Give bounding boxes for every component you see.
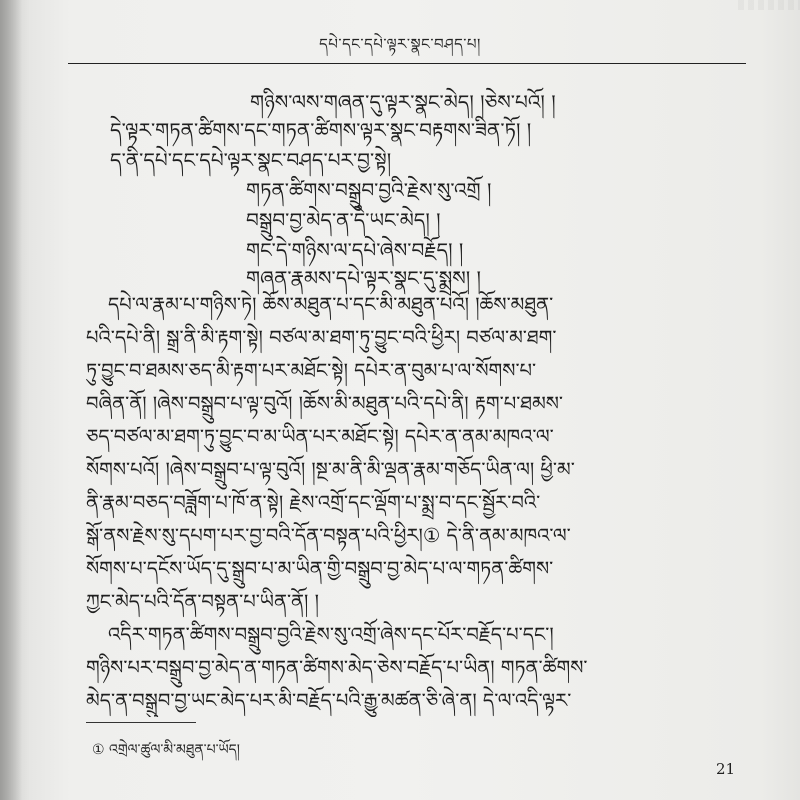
paragraph-line: འདིར་གཏན་ཚིགས་བསྒྲུབ་བྱའི་རྗེས་སུ་འགྲོ་ཞེས་དང་པོར་བརྗོད་པ་དང་། [108,623,554,646]
verse-line-1: གཉིས་ལས་གཞན་དུ་ལྟར་སྣང་མེད། །ཅེས་པའོ། ། [250,90,556,114]
paragraph-line: སྒོ་ནས་རྗེས་སུ་དཔག་པར་བྱ་བའི་དོན་བསྟན་པའི་ཕྱིར།① དེ་ནི་ནམ་མཁའ་ལ་ [86,524,571,547]
paragraph-line: ཀྱང་མེད་པའི་དོན་བསྟན་པ་ཡིན་ནོ། ། [86,590,319,613]
verse-line-5: བསྒྲུབ་བྱ་མེད་ན་དེ་ཡང་མེད། ། [246,208,441,232]
facing-page-bleed [738,0,800,10]
binding-shadow [0,0,22,800]
paragraph-line: ཏུ་བྱུང་བ་ཐམས་ཅད་མི་རྟག་པར་མཐོང་སྟེ། དཔེར་ན་བུམ་པ་ལ་སོགས་པ་ [86,359,537,382]
body-paragraph-2 [86,618,748,717]
paragraph-line: སོགས་པ་དངོས་ཡོད་དུ་སྒྲུབ་པ་མ་ཡིན་གྱི་བསྒྲུབ་བྱ་མེད་པ་ལ་གཏན་ཚིགས་ [86,557,554,580]
footnote: ① འགྲེལ་ཚུལ་མི་མཐུན་པ་ཡོད། [92,742,240,758]
header-rule [68,63,746,64]
verse-line-6: གང་དེ་གཉིས་ལ་དཔེ་ཞེས་བརྗོད། ། [246,238,464,262]
verse-line-7: གཞན་རྣམས་དཔེ་ལྟར་སྣང་དུ་སྨྲས། ། [246,266,481,290]
page-number: 21 [716,760,736,778]
paragraph-line: གཉིས་པར་བསྒྲུབ་བྱ་མེད་ན་གཏན་ཚིགས་མེད་ཅེས་བརྗོད་པ་ཡིན། གཏན་ཚིགས་ [86,656,588,679]
paragraph-line: མེད་ན་བསྒྲུབ་བྱ་ཡང་མེད་པར་མི་བརྗོད་པའི་རྒྱུ་མཚན་ཅི་ཞེ་ན། དེ་ལ་འདི་ལྟར་ [86,689,572,712]
paragraph-line: ནི་རྣམ་བཅད་བཟློག་པ་ཁོ་ན་སྟེ། རྗེས་འགྲོ་དང་ལྡོག་པ་སྨྲ་བ་དང་སྦྱོར་བའི་ [86,491,541,514]
paragraph-line: པའི་དཔེ་ནི། སྒྲ་ནི་མི་རྟག་སྟེ། བཙལ་མ་ཐག་ཏུ་བྱུང་བའི་ཕྱིར། བཙལ་མ་ཐག་ [86,326,557,349]
paragraph-line: དཔེ་ལ་རྣམ་པ་གཉིས་ཏེ། ཆོས་མཐུན་པ་དང་མི་མཐུན་པའོ། །ཆོས་མཐུན་ [108,293,554,316]
verse-line-3: ད་ནི་དཔེ་དང་དཔེ་ལྟར་སྣང་བཤད་པར་བྱ་སྟེ། [110,148,392,172]
verse-line-2: དེ་ལྟར་གཏན་ཚིགས་དང་གཏན་ཚིགས་ལྟར་སྣང་བརྟགས་ཟིན་ཏོ། ། [110,118,532,142]
footnote-rule [86,722,196,723]
running-header: དཔེ་དང་དཔེ་ལྟར་སྣང་བཤད་པ། [319,35,481,53]
paragraph-line: ཅད་བཙལ་མ་ཐག་ཏུ་བྱུང་བ་མ་ཡིན་པར་མཐོང་སྟེ། དཔེར་ན་ནམ་མཁའ་ལ་ [86,425,554,448]
verse-line-4: གཏན་ཚིགས་བསྒྲུབ་བྱའི་རྗེས་སུ་འགྲོ ། [246,178,492,202]
body-paragraph-1 [86,288,748,618]
paragraph-line: སོགས་པའོ། །ཞེས་བསྒྲུབ་པ་ལྟ་བུའོ། །སྔ་མ་ནི་མི་ལྡན་རྣམ་གཅོད་ཡིན་ལ། ཕྱི་མ་ [86,458,575,481]
paragraph-line: བཞིན་ནོ། །ཞེས་བསྒྲུབ་པ་ལྟ་བུའོ། །ཆོས་མི་མཐུན་པའི་དཔེ་ནི། རྟག་པ་ཐམས་ [86,392,564,415]
